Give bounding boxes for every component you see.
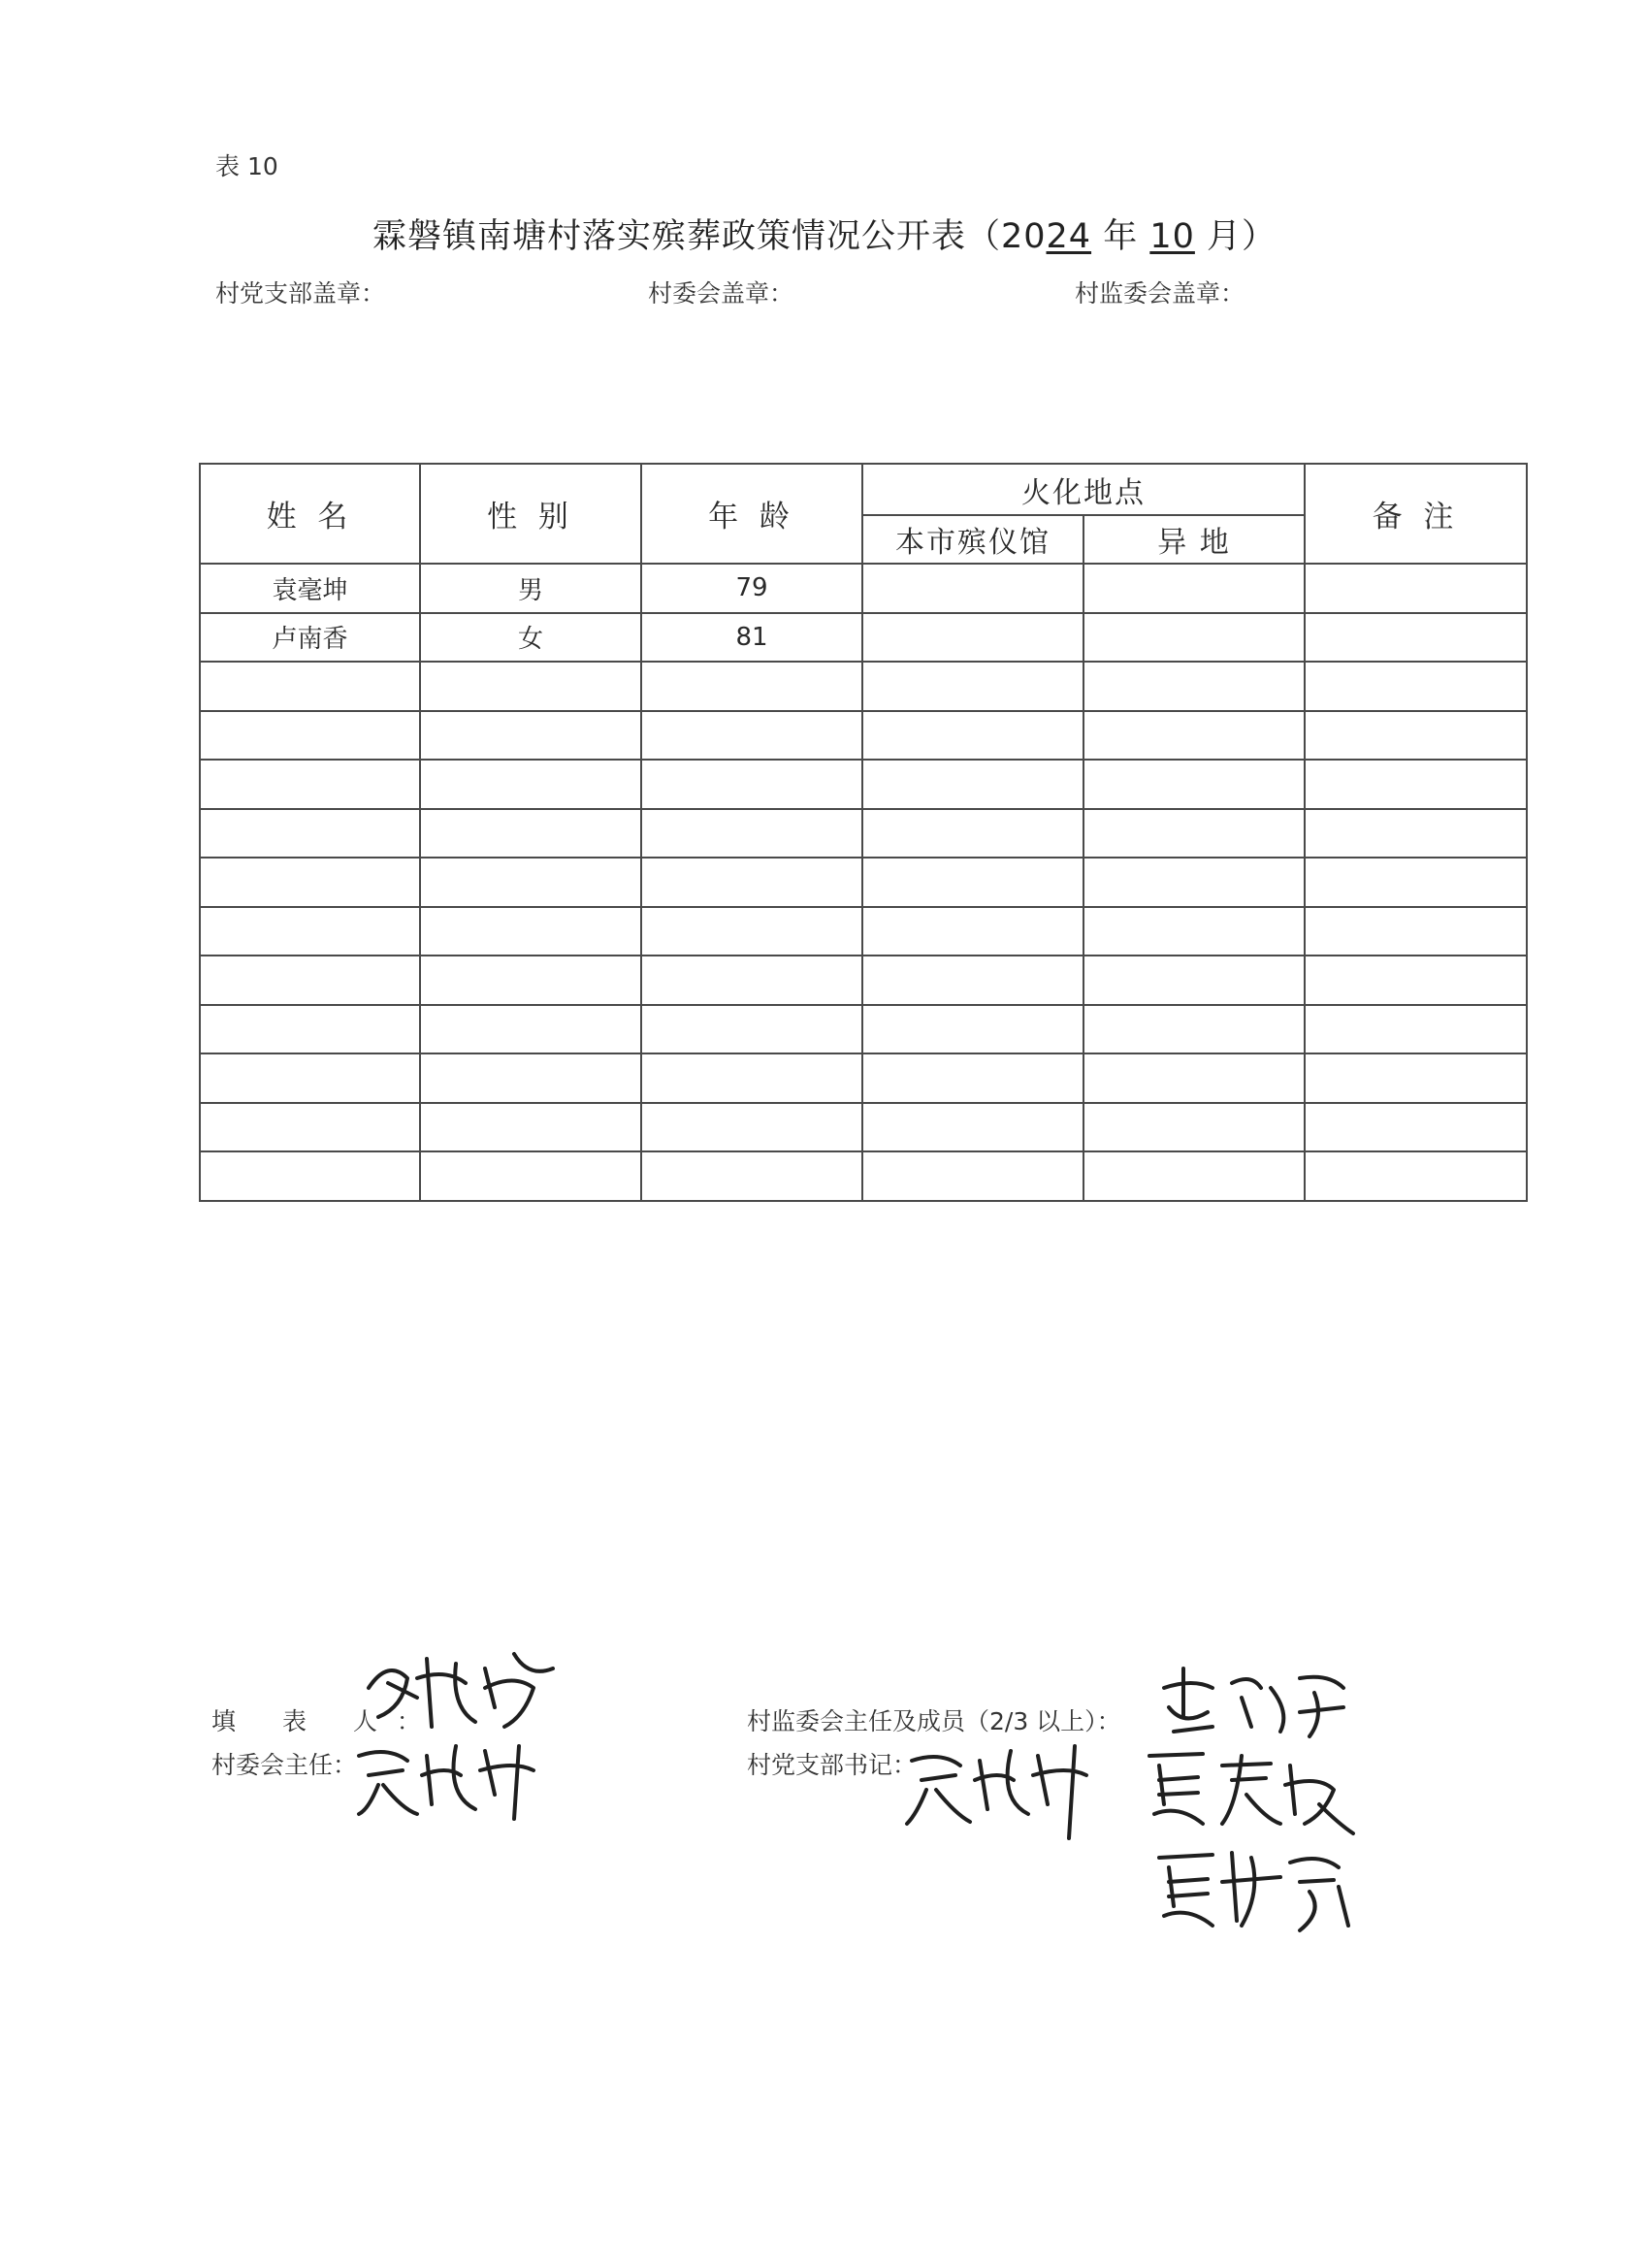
cell-elsewhere [1083,907,1305,956]
cell-gender [420,907,641,956]
table-row [200,956,1527,1005]
header-elsewhere: 异 地 [1083,515,1305,564]
cell-remarks [1305,662,1527,711]
cell-remarks [1305,564,1527,613]
cell-age [641,662,862,711]
table-row [200,1103,1527,1152]
cell-gender [420,858,641,907]
table-row [200,1151,1527,1201]
cell-gender: 女 [420,613,641,663]
supervision-seal-label: 村监委会盖章： [1075,279,1245,308]
cell-remarks [1305,1151,1527,1201]
cell-remarks [1305,711,1527,761]
cell-age [641,809,862,859]
cell-elsewhere [1083,809,1305,859]
cell-remarks [1305,1053,1527,1103]
table-row [200,662,1527,711]
cell-local [862,1005,1083,1054]
cell-local [862,858,1083,907]
cell-age: 79 [641,564,862,613]
cell-name [200,858,420,907]
cell-gender [420,956,641,1005]
supervision-signature-1 [1154,1659,1358,1746]
cell-age [641,858,862,907]
table-row [200,711,1527,761]
party-secretary-label: 村党支部书记： [747,1751,918,1779]
table-row [200,858,1527,907]
header-remarks: 备 注 [1305,464,1527,564]
cell-local [862,907,1083,956]
cell-gender [420,711,641,761]
header-age: 年 龄 [641,464,862,564]
table-number-label: 表 10 [215,152,278,180]
title-year-blank: 24 [1046,217,1092,256]
cell-age [641,956,862,1005]
title-month-suffix: 月） [1194,217,1277,256]
cell-local [862,956,1083,1005]
cell-elsewhere [1083,662,1305,711]
cell-remarks [1305,613,1527,663]
cell-age [641,760,862,809]
cell-elsewhere [1083,956,1305,1005]
header-cremation-place: 火化地点 [862,464,1305,515]
cell-elsewhere [1083,613,1305,663]
document-title [291,210,1358,258]
table-row [200,760,1527,809]
filler-label: 填 表 人： [211,1707,440,1735]
header-gender: 性 别 [420,464,641,564]
cell-name: 袁毫坤 [200,564,420,613]
cell-local [862,1103,1083,1152]
cell-gender [420,662,641,711]
supervision-signature-2 [1135,1736,1358,1833]
cell-age [641,711,862,761]
cell-elsewhere [1083,1005,1305,1054]
cell-elsewhere [1083,1103,1305,1152]
cell-gender [420,760,641,809]
table-row [200,809,1527,859]
committee-director-label: 村委会主任： [211,1751,358,1779]
cell-name [200,1103,420,1152]
cell-gender [420,1005,641,1054]
committee-seal-label: 村委会盖章： [648,279,794,308]
cell-name [200,1005,420,1054]
cell-gender [420,1151,641,1201]
cell-age [641,1151,862,1201]
header-local-funeral-home: 本市殡仪馆 [862,515,1083,564]
cell-elsewhere [1083,858,1305,907]
party-secretary-signature [902,1717,1116,1843]
title-month-blank: 10 [1149,217,1195,256]
cell-name [200,809,420,859]
cell-name: 卢南香 [200,613,420,663]
party-branch-seal-label: 村党支部盖章： [215,279,386,308]
cell-local [862,760,1083,809]
cell-age: 81 [641,613,862,663]
title-prefix: 霖磐镇南塘村落实殡葬政策情况公开表（20 [372,217,1047,256]
cell-local [862,662,1083,711]
cell-name [200,956,420,1005]
cell-remarks [1305,1103,1527,1152]
cell-gender [420,1053,641,1103]
cell-elsewhere [1083,564,1305,613]
cell-name [200,907,420,956]
cell-remarks [1305,907,1527,956]
cell-name [200,1053,420,1103]
cell-gender [420,1103,641,1152]
cell-gender: 男 [420,564,641,613]
header-name: 姓 名 [200,464,420,564]
supervision-signature-3 [1145,1833,1368,1940]
cell-gender [420,809,641,859]
cell-local [862,1053,1083,1103]
table-row [200,613,1527,663]
cell-remarks [1305,809,1527,859]
cell-elsewhere [1083,1151,1305,1201]
cell-age [641,1053,862,1103]
cell-local [862,809,1083,859]
committee-director-signature [349,1717,563,1824]
cell-name [200,1151,420,1201]
cell-elsewhere [1083,760,1305,809]
funeral-policy-table [199,463,1528,1202]
cell-age [641,1005,862,1054]
cell-name [200,760,420,809]
cell-local [862,613,1083,663]
cell-remarks [1305,956,1527,1005]
title-year-suffix: 年 [1091,217,1150,256]
cell-name [200,662,420,711]
cell-age [641,1103,862,1152]
cell-remarks [1305,858,1527,907]
cell-local [862,1151,1083,1201]
cell-remarks [1305,1005,1527,1054]
table-row [200,564,1527,613]
cell-local [862,564,1083,613]
table-row [200,1053,1527,1103]
cell-elsewhere [1083,1053,1305,1103]
cell-local [862,711,1083,761]
cell-name [200,711,420,761]
supervision-members-label: 村监委会主任及成员（2/3 以上）： [747,1707,1121,1735]
table-row [200,1005,1527,1054]
cell-remarks [1305,760,1527,809]
cell-age [641,907,862,956]
cell-elsewhere [1083,711,1305,761]
table-row [200,907,1527,956]
